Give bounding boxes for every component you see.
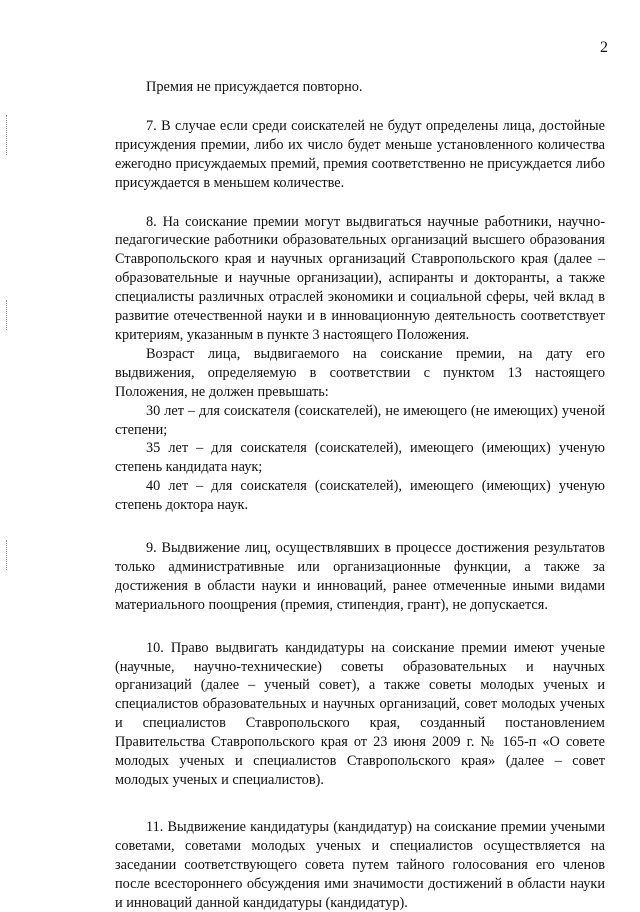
document-body: [115, 78, 605, 912]
paragraph-8-age-limit: Возраст лица, выдвигаемого на соискание премии, на дату его выдвижения, определяемую в соответствии с пунктом 13 настоящего Положения, не должен превышать:: [115, 345, 605, 400]
paragraph-8-age-30: 30 лет – для соискателя (соискателей), не имеющего (не имеющих) ученой степени;: [115, 402, 605, 438]
binding-margin-marks: [6, 300, 11, 330]
paragraph-8-age-35: 35 лет – для соискателя (соискателей), имеющего (имеющих) ученую степень кандидата наук;: [115, 440, 605, 476]
binding-margin-marks: [6, 540, 11, 570]
paragraph-11: 11. Выдвижение кандидатуры (кандидатур) на соискание премии учеными советами, советами молодых ученых и специалистов осуществляется на заседании соответствующего совета путем тайного голосования его членов после всестороннего обсуждения ими значимости достижений в области науки и инноваций данной кандидатуры (кандидатур).: [115, 818, 605, 911]
page-number: 2: [600, 39, 608, 56]
paragraph-8: 8. На соискание премии могут выдвигаться научные работники, научно-педагогические работники образовательных организаций высшего образования Ставропольского края и научных организаций Ставропольского края (далее – образовательные и научные организации), аспиранты и докторанты, а также специалисты различных отраслей экономики и социальной сферы, чей вклад в развитие отечественной науки и в инновационную деятельность соответствует критериям, указанным в пункте 3 настоящего Положения.: [115, 213, 605, 343]
paragraph-no-repeat-award: Премия не присуждается повторно.: [146, 79, 363, 95]
paragraph-8-age-40: 40 лет – для соискателя (соискателей), имеющего (имеющих) ученую степень доктора наук.: [115, 478, 605, 514]
paragraph-9: 9. Выдвижение лиц, осуществлявших в процессе достижения результатов только административные или организационные функции, а также за достижения в области науки и инноваций, ранее отмеченные иными видами материального поощрения (премия, стипендия, грант), не допускается.: [115, 540, 605, 613]
binding-margin-marks: [6, 115, 11, 155]
paragraph-7: 7. В случае если среди соискателей не будут определены лица, достойные присуждения премии, либо их число будет меньше установленного количества ежегодно присуждаемых премий, премия соответственно не присуждается либо присуждается в меньшем количестве.: [115, 117, 605, 191]
paragraph-10: 10. Право выдвигать кандидатуры на соискание премии имеют ученые (научные, научно-технические) советы образовательных и научных организаций (далее – ученый совет), а также советы молодых ученых и специалистов образовательных и научных организаций, совет молодых ученых и специалистов Ставропольского края, созданный постановлением Правительства Ставропольского края от 23 июня 2009 г. № 165-п «О совете молодых ученых и специалистов Ставропольского края» (далее – совет молодых ученых и специалистов).: [115, 639, 605, 788]
